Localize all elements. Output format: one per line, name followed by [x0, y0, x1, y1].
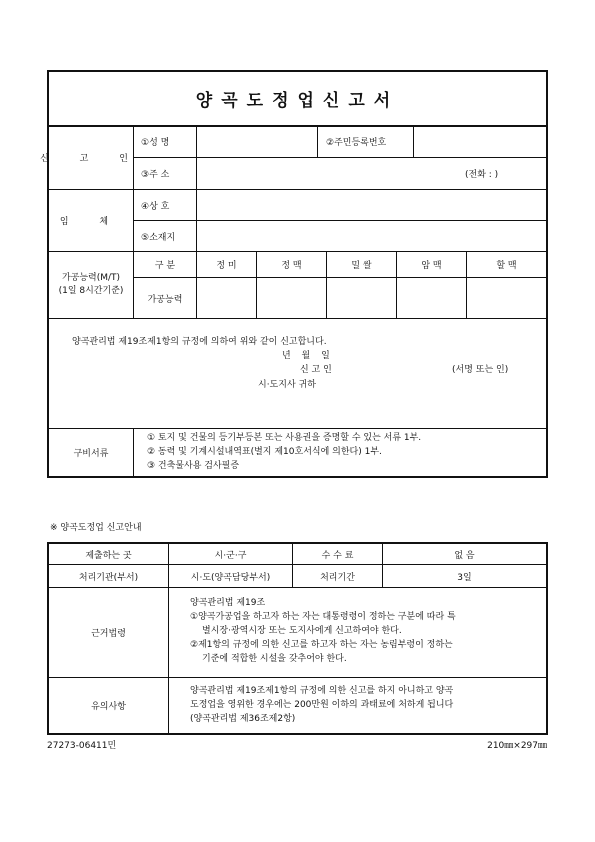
capacity-label — [49, 252, 133, 318]
column-header: 암 맥 — [421, 261, 442, 271]
law-line: ①양곡가공업을 하고자 하는 자는 대통령령이 정하는 구분에 따라 특 — [190, 612, 456, 622]
capacity-row-label: 가공능력 — [147, 294, 183, 305]
capacity-cell[interactable] — [257, 278, 326, 318]
law-line: 별시장·광역시장 또는 도지사에게 신고하여야 한다. — [202, 626, 402, 636]
law-line: 양곡관리법 제19조 — [190, 598, 266, 608]
form-title: 양곡도정업신고서 — [195, 90, 400, 111]
location-label: ⑤소재지 — [141, 232, 176, 243]
capacity-cell[interactable] — [327, 278, 396, 318]
law-label: 근거법령 — [91, 629, 126, 639]
column-header: 할 맥 — [496, 261, 517, 271]
capacity-cell[interactable] — [467, 278, 546, 318]
docs-label: 구비서류 — [73, 449, 109, 459]
declaration-text: 양곡관리법 제19조제1항의 규정에 의하여 위와 같이 신고합니다. — [72, 337, 327, 347]
form-code: 27273-06411민 — [47, 741, 117, 751]
notes-label: 유의사항 — [91, 702, 126, 712]
doc-item: ③ 건축물사용 검사필증 — [147, 461, 240, 471]
name-label: ①성 명 — [141, 138, 170, 148]
trade-name-label: ④상 호 — [141, 201, 170, 212]
notes-line: (양곡관리법 제36조제2항) — [190, 714, 296, 724]
processing-period-value: 3일 — [457, 572, 472, 583]
guide-heading: ※ 양곡도정업 신고안내 — [50, 523, 142, 533]
resident-number-field[interactable] — [414, 126, 546, 157]
submit-to-label: 제출하는 곳 — [85, 550, 132, 561]
divider — [317, 125, 318, 157]
capacity-cell[interactable] — [397, 278, 466, 318]
reporter-label: 신 고 인 — [300, 365, 332, 375]
law-line: 기준에 적합한 시설을 갖추어야 한다. — [202, 654, 347, 664]
address-label: ③주 소 — [141, 170, 170, 180]
resident-number-label: ②주민등록번호 — [326, 138, 387, 148]
date-line: 년 월 일 — [282, 351, 330, 361]
law-line: ②제1항의 규정에 의한 신고를 하고자 하는 자는 농림부령이 정하는 — [190, 640, 453, 650]
column-header: 정 맥 — [281, 261, 302, 271]
divider — [133, 428, 134, 478]
processing-org-label: 처리기관(부서) — [78, 572, 139, 583]
column-header: 정 미 — [216, 261, 237, 271]
address-field[interactable] — [197, 158, 457, 189]
location-field[interactable] — [197, 221, 546, 251]
divider — [47, 318, 548, 319]
doc-item: ① 토지 및 건물의 등기부등본 또는 사용권을 증명할 수 있는 서류 1부. — [147, 433, 422, 443]
fee-value: 없 음 — [454, 550, 475, 561]
submit-to-value: 시·군·구 — [214, 550, 247, 561]
trade-name-field[interactable] — [197, 190, 546, 220]
capacity-cell[interactable] — [197, 278, 256, 318]
signature-label: (서명 또는 인) — [452, 365, 509, 375]
recipient-label: 시·도지사 귀하 — [258, 380, 316, 390]
capacity-label-line2: (1일 8시간기준) — [58, 286, 124, 296]
name-field[interactable] — [197, 126, 316, 157]
paper-size: 210㎜×297㎜ — [487, 741, 547, 751]
business-label: 임 체 — [59, 217, 123, 227]
phone-label: (전화 : ) — [465, 170, 499, 180]
processing-period-label: 처리기간 — [320, 572, 355, 583]
column-header: 밀 쌀 — [351, 261, 372, 271]
notes-line: 양곡관리법 제19조제1항의 규정에 의한 신고를 하지 아니하고 양곡 — [190, 686, 454, 696]
fee-label: 수 수 료 — [321, 550, 354, 561]
applicant-label: 신 고 인 — [40, 154, 142, 164]
notes-line: 도정업을 영위한 경우에는 200만원 이하의 과태료에 처하게 됩니다 — [190, 700, 454, 710]
division-header: 구 분 — [154, 261, 176, 271]
doc-item: ② 동력 및 기계시설내역표(별지 제10호서식에 의한다) 1부. — [147, 447, 382, 457]
processing-org-value: 시·도(양곡담당부서) — [190, 572, 271, 583]
capacity-label-line1: 가공능력(M/T) — [61, 273, 121, 283]
